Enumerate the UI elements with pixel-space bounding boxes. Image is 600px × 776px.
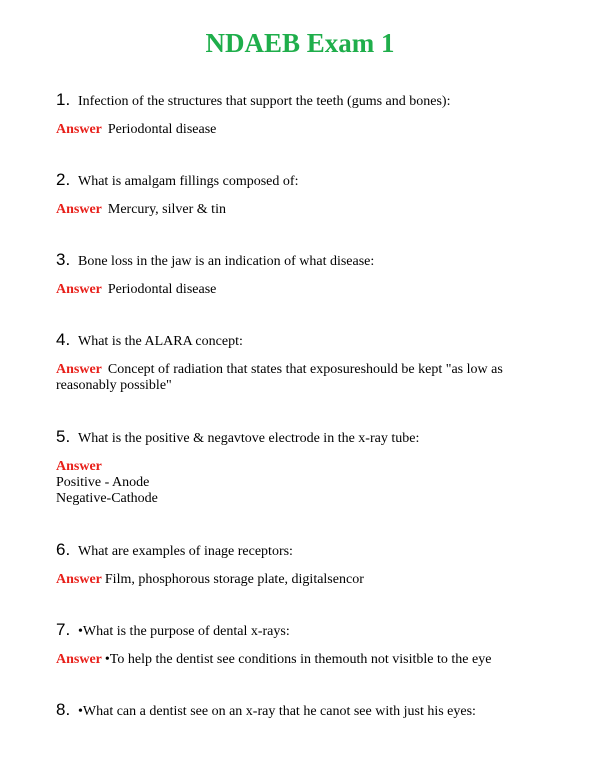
answer-text: Film, phosphorous storage plate, digitalsencor (104, 572, 364, 587)
answer-5 (56, 459, 526, 507)
question-number: 5. (56, 427, 71, 446)
answer-label: Answer (56, 572, 102, 587)
question-number: 7. (56, 620, 71, 639)
question-number: 6. (56, 540, 71, 559)
page-title: NDAEB Exam 1 (205, 28, 395, 58)
question-1 (56, 90, 450, 110)
answer-6 (56, 572, 526, 588)
question-number: 1. (56, 90, 71, 109)
answer-4 (56, 362, 526, 394)
answer-1 (56, 122, 526, 138)
answer-text: Concept of radiation that states that exposureshould be kept "as low as reasonably possible" (56, 362, 503, 393)
question-8 (56, 700, 476, 720)
answer-label: Answer (56, 122, 102, 137)
answer-text: •To help the dentist see conditions in themouth not visitble to the eye (104, 652, 492, 667)
question-number: 8. (56, 700, 71, 719)
question-text: •What is the purpose of dental x-rays: (78, 624, 290, 639)
answer-label: Answer (56, 652, 102, 667)
question-number: 2. (56, 170, 71, 189)
question-text: What is the positive & negavtove electrode in the x-ray tube: (78, 431, 420, 446)
question-4 (56, 330, 243, 350)
question-7 (56, 620, 290, 640)
answer-label: Answer (56, 202, 102, 217)
answer-line: Positive - Anode (56, 475, 150, 490)
answer-7 (56, 652, 526, 668)
question-5 (56, 427, 419, 447)
question-2 (56, 170, 298, 190)
question-text: Bone loss in the jaw is an indication of what disease: (78, 254, 375, 269)
answer-text: Periodontal disease (107, 122, 217, 137)
answer-line: Negative-Cathode (56, 491, 158, 506)
question-text: What is amalgam fillings composed of: (78, 174, 299, 189)
question-6 (56, 540, 293, 560)
answer-text: Mercury, silver & tin (107, 202, 226, 217)
answer-text: Periodontal disease (107, 282, 217, 297)
question-3 (56, 250, 374, 270)
question-number: 3. (56, 250, 71, 269)
answer-label: Answer (56, 282, 102, 297)
answer-3 (56, 282, 526, 298)
question-text: What is the ALARA concept: (78, 334, 243, 349)
answer-2 (56, 202, 526, 218)
question-text: What are examples of inage receptors: (78, 544, 293, 559)
question-text: •What can a dentist see on an x-ray that he canot see with just his eyes: (78, 704, 476, 719)
answer-label: Answer (56, 362, 102, 377)
answer-label: Answer (56, 459, 102, 474)
question-text: Infection of the structures that support the teeth (gums and bones): (78, 94, 451, 109)
question-number: 4. (56, 330, 71, 349)
